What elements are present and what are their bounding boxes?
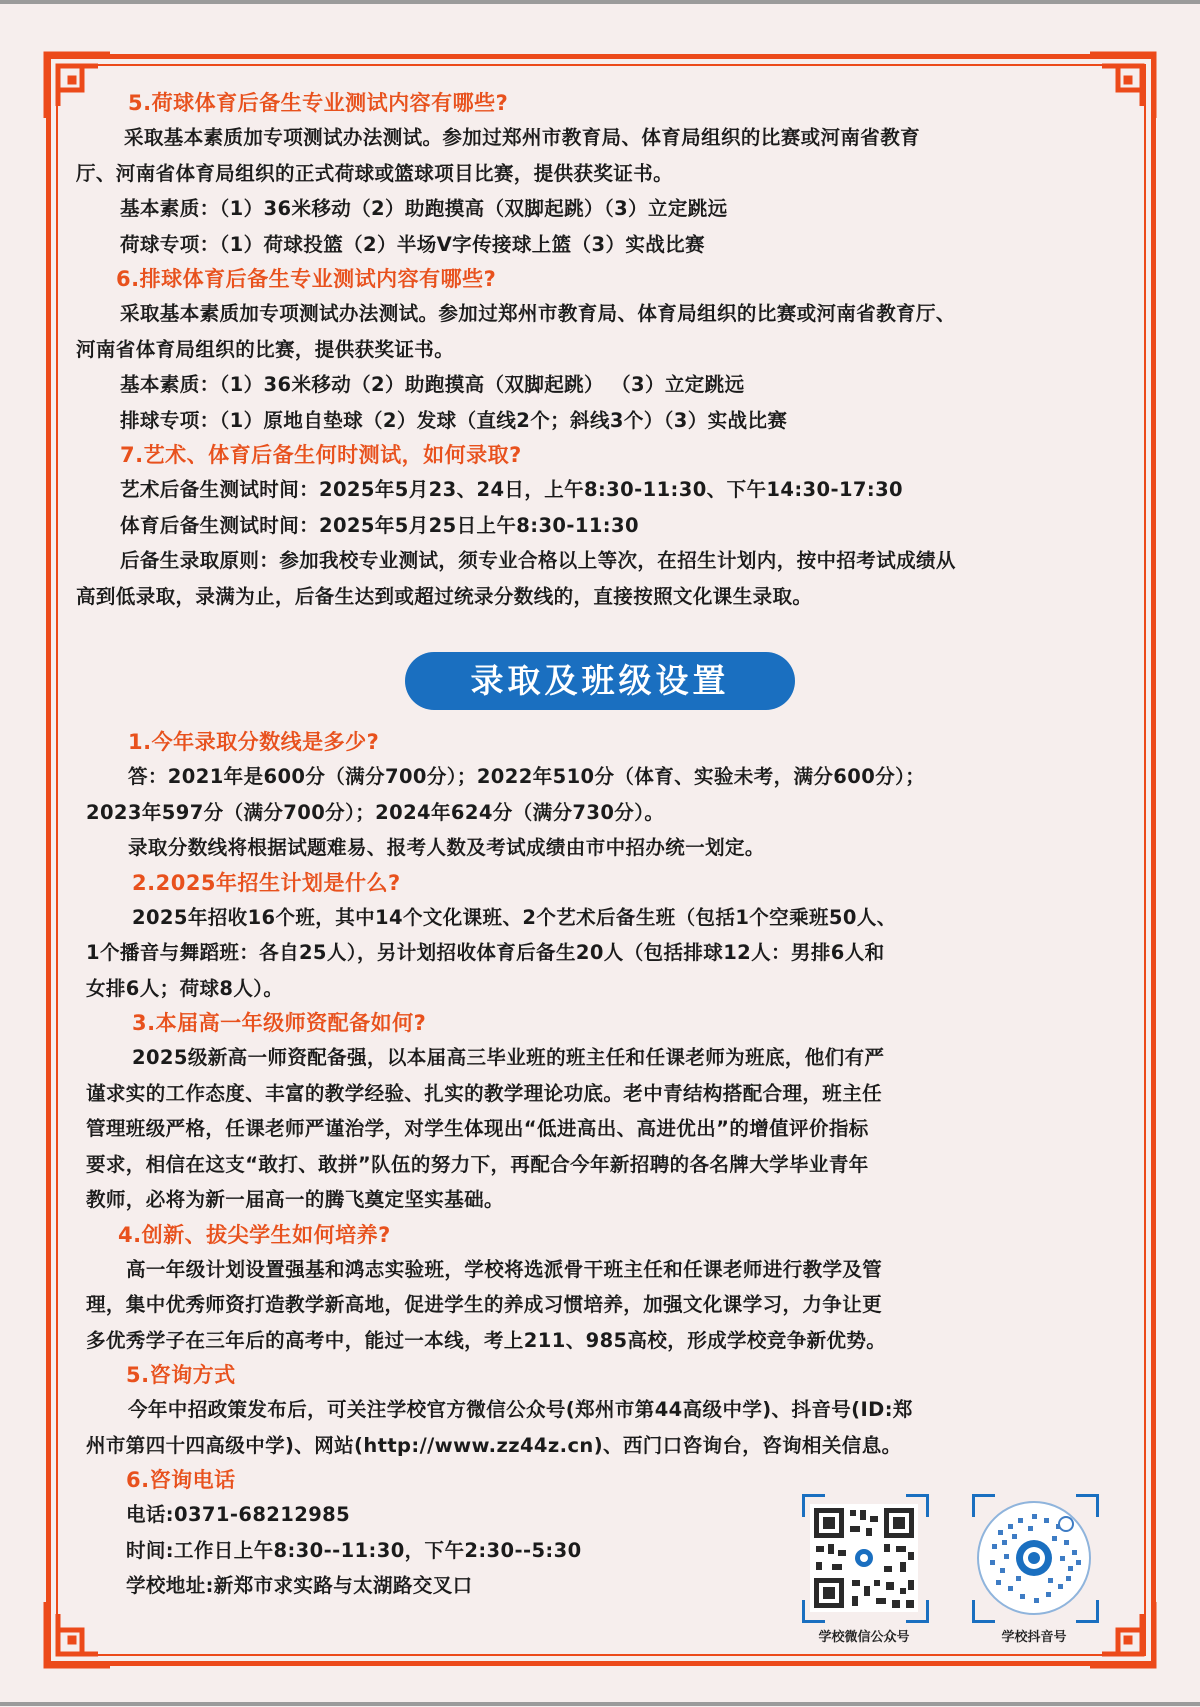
text-line: 厅、河南省体育局组织的正式荷球或篮球项目比赛，提供获奖证书。 — [76, 161, 674, 185]
text-line: 基本素质：（1）36米移动（2）助跑摸高（双脚起跳）（3）立定跳远 — [120, 197, 728, 220]
question-heading: 6.咨询电话 — [126, 1468, 236, 1492]
text-line: 采取基本素质加专项测试办法测试。参加过郑州市教育局、体育局组织的比赛或河南省教育厅、 — [120, 302, 956, 325]
question-heading: 3.本届高一年级师资配备如何? — [132, 1011, 427, 1035]
text-line: 后备生录取原则：参加我校专业测试，须专业合格以上等次，在招生计划内，按中招考试成绩从 — [120, 549, 956, 572]
text-line: 排球专项：（1）原地自垫球（2）发球（直线2个；斜线3个）（3）实战比赛 — [120, 408, 788, 432]
text-line: 州市第四十四高级中学)、网站(http://www.zz44z.cn)、西门口咨询台，咨询相关信息。 — [86, 1433, 902, 1457]
question-heading: 6.排球体育后备生专业测试内容有哪些? — [116, 267, 497, 291]
section-banner-title: 录取及班级设置 — [405, 652, 795, 710]
question-heading: 7.艺术、体育后备生何时测试，如何录取? — [120, 443, 522, 467]
text-line: 荷球专项：（1）荷球投篮（2）半场V字传接球上篮（3）实战比赛 — [120, 232, 705, 256]
text-line: 2025级新高一师资配备强，以本届高三毕业班的班主任和任课老师为班底，他们有严 — [132, 1046, 885, 1069]
answer-paragraph — [86, 1040, 1126, 1218]
content-bottom — [86, 725, 1126, 1604]
answer-paragraph — [76, 296, 1126, 438]
text-line: 2025年招收16个班，其中14个文化课班、2个艺术后备生班（包括1个空乘班50人、 — [132, 905, 897, 929]
top-rule — [0, 0, 1200, 4]
wechat-qr-caption: 学校微信公众号 — [818, 1630, 910, 1645]
question-heading: 2.2025年招生计划是什么? — [132, 870, 401, 895]
text-line: 谨求实的工作态度、丰富的教学经验、扎实的教学理论功底。老中青结构搭配合理，班主任 — [86, 1081, 883, 1105]
section-banner — [405, 652, 795, 710]
answer-paragraph — [76, 120, 1126, 262]
douyin-qr-code-icon — [972, 1496, 1096, 1620]
question-heading: 5.咨询方式 — [126, 1363, 236, 1387]
school-address: 学校地址:新郑市求实路与太湖路交叉口 — [126, 1574, 473, 1597]
answer-paragraph — [86, 759, 1126, 866]
text-line: 录取分数线将根据试题难易、报考人数及考试成绩由市中招办统一划定。 — [128, 836, 765, 859]
corner-ornament-icon — [42, 1598, 114, 1670]
text-line: 教师，必将为新一届高一的腾飞奠定坚实基础。 — [86, 1188, 504, 1211]
bottom-rule — [0, 1702, 1200, 1706]
text-line: 多优秀学子在三年后的高考中，能过一本线，考上211、985高校，形成学校竞争新优势。 — [86, 1328, 887, 1352]
contact-phone: 电话:0371-68212985 — [126, 1503, 351, 1526]
question-heading: 5.荷球体育后备生专业测试内容有哪些? — [128, 91, 509, 115]
text-line: 艺术后备生测试时间：2025年5月23、24日，上午8:30-11:30、下午14:30-17:30 — [120, 478, 904, 501]
douyin-qr-caption: 学校抖音号 — [1001, 1630, 1067, 1645]
content-top — [76, 86, 1126, 614]
text-line: 2023年597分（满分700分）；2024年624分（满分730分）。 — [86, 800, 665, 824]
text-line: 今年中招政策发布后，可关注学校官方微信公众号(郑州市第44高级中学)、抖音号(ID:郑 — [128, 1398, 913, 1421]
text-line: 体育后备生测试时间：2025年5月25日上午8:30-11:30 — [120, 513, 639, 537]
text-line: 要求，相信在这支“敢打、敢拼”队伍的努力下，再配合今年新招聘的各名牌大学毕业青年 — [86, 1152, 869, 1176]
answer-paragraph — [86, 1252, 1126, 1359]
answer-paragraph — [86, 900, 1126, 1007]
text-line: 管理班级严格，任课老师严谨治学，对学生体现出“低进高出、高进优出”的增值评价指标 — [86, 1117, 869, 1140]
wechat-qr-code-icon — [802, 1496, 926, 1620]
text-line: 河南省体育局组织的比赛，提供获奖证书。 — [76, 337, 455, 361]
question-heading: 1.今年录取分数线是多少? — [128, 730, 380, 754]
answer-paragraph — [76, 472, 1126, 614]
text-line: 答：2021年是600分（满分700分）；2022年510分（体育、实验未考，满分600分）； — [128, 765, 926, 788]
text-line: 理，集中优秀师资打造教学新高地，促进学生的养成习惯培养，加强文化课学习，力争让更 — [86, 1293, 883, 1316]
text-line: 1个播音与舞蹈班：各自25人），另计划招收体育后备生20人（包括排球12人：男排6人和 — [86, 941, 885, 964]
contact-hours: 时间:工作日上午8:30--11:30，下午2:30--5:30 — [126, 1538, 582, 1562]
text-line: 高到低录取，录满为止，后备生达到或超过统录分数线的，直接按照文化课生录取。 — [76, 584, 813, 608]
answer-paragraph — [86, 1497, 1126, 1604]
text-line: 采取基本素质加专项测试办法测试。参加过郑州市教育局、体育局组织的比赛或河南省教育 — [124, 126, 921, 149]
answer-paragraph — [86, 1392, 1126, 1463]
text-line: 基本素质：（1）36米移动（2）助跑摸高（双脚起跳） （3）立定跳远 — [120, 373, 745, 396]
question-heading: 4.创新、拔尖学生如何培养? — [118, 1222, 391, 1247]
text-line: 女排6人；荷球8人）。 — [86, 976, 284, 1000]
text-line: 高一年级计划设置强基和鸿志实验班，学校将选派骨干班主任和任课老师进行教学及管 — [126, 1257, 883, 1281]
